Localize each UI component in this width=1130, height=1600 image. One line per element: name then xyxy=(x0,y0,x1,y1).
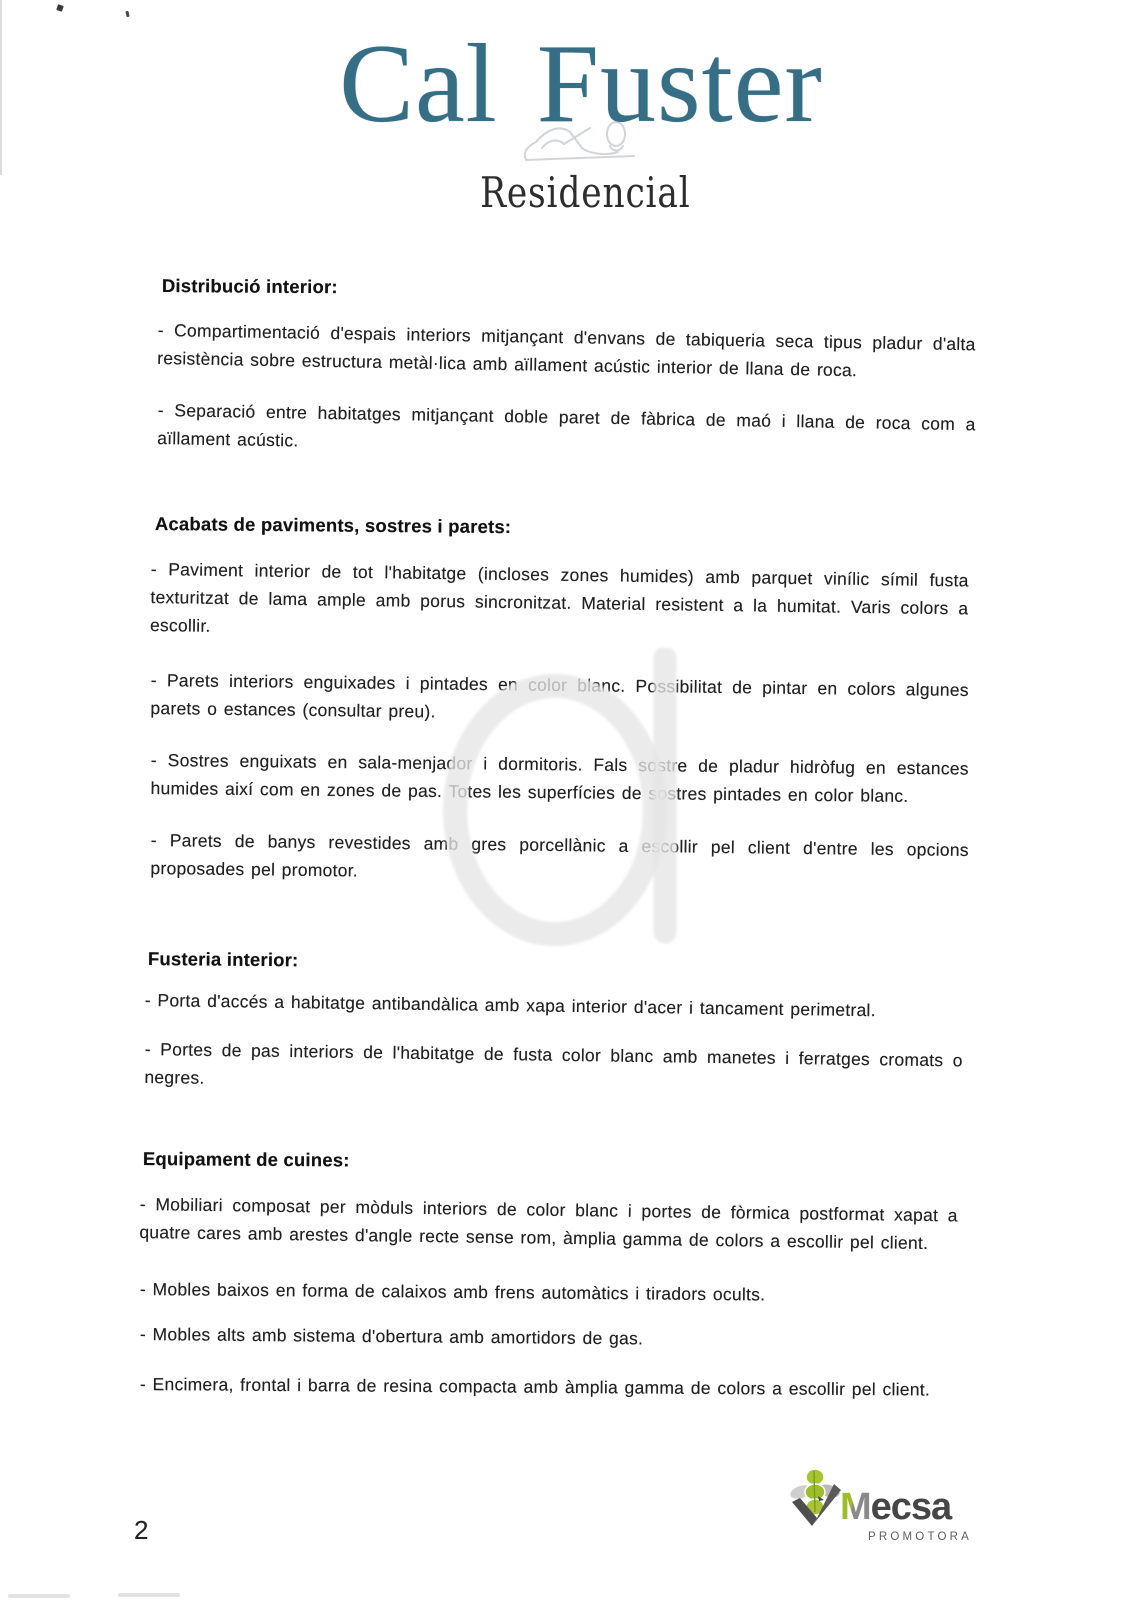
section-heading: Distribució interior: xyxy=(161,274,338,298)
paragraph: - Mobles alts amb sistema d'obertura amb amortidors de gas. xyxy=(139,1323,644,1349)
promoter-wordmark xyxy=(840,1488,951,1526)
promoter-wordmark-rest: ecsa xyxy=(870,1486,952,1528)
paragraph: - Separació entre habitatges mitjançant doble paret de fàbrica de maó i llana de roca com a aïllament acústic. xyxy=(157,399,976,451)
brand-subtitle: Residencial xyxy=(479,168,691,217)
section-fusteria-interior xyxy=(0,945,1130,1091)
paragraph: - Mobiliari composat per mòduls interiors de color blanc i portes de fòrmica postformat xapat a quatre cares amb arestes d'angle recte sense rom, àmplia gamma de colors a escollir pel client. xyxy=(139,1193,958,1254)
paragraph: - Paviment interior de tot l'habitatge (incloses zones humides) amb parquet vinílic símil fusta texturitzat de lama ample amb porus sincronitzat. Material resistent a la humitat. Varis colors a escollir. xyxy=(149,558,969,636)
section-heading: Fusteria interior: xyxy=(147,947,299,971)
section-acabats xyxy=(0,510,1130,882)
section-distribucio-interior xyxy=(0,272,1130,452)
paragraph: - Sostres enguixats en sala-menjador i dormitoris. Fals sostre de pladur hidròfug en estances humides així com en zones de pas. Totes les superfícies de sostres pintades en color blanc. xyxy=(150,749,969,806)
promoter-wordmark-initial: M xyxy=(840,1486,871,1528)
paragraph: - Portes de pas interiors de l'habitatge de fusta color blanc amb manetes i ferratges cromats o negres. xyxy=(144,1038,963,1088)
paragraph: - Compartimentació d'espais interiors mitjançant d'envans de tabiqueria seca tipus pladur d'alta resistència sobre estructura metàl·lica amb aïllament acústic interior de llana de roca. xyxy=(157,319,976,381)
paragraph: - Parets de banys revestides amb gres porcellànic a escollir pel client d'entre les opcions proposades pel promotor. xyxy=(150,829,969,881)
scan-smudge xyxy=(118,1593,180,1597)
page-number: 2 xyxy=(134,1515,149,1545)
section-heading: Acabats de paviments, sostres i parets: xyxy=(154,512,512,538)
brand-title: Cal Fuster xyxy=(339,22,823,146)
promoter-logo xyxy=(770,1452,1000,1552)
paragraph: - Parets interiors enguixades i pintades en color blanc. Possibilitat de pintar en colors algunes parets o estances (consultar preu). xyxy=(150,669,969,722)
paragraph: - Mobles baixos en forma de calaixos amb frens automàtics i tiradors ocults. xyxy=(139,1278,766,1305)
leaf-stack-checkmark-icon xyxy=(788,1466,842,1537)
paragraph: - Encimera, frontal i barra de resina compacta amb àmplia gamma de colors a escollir pel client. xyxy=(139,1373,931,1400)
promoter-tagline: PROMOTORA xyxy=(868,1531,972,1543)
paragraph: - Porta d'accés a habitatge antibandàlica amb xapa interior d'acer i tancament perimetral. xyxy=(144,989,876,1021)
scan-smudge xyxy=(8,1594,70,1598)
section-equipament-cuines xyxy=(0,1145,1130,1398)
section-heading: Equipament de cuines: xyxy=(142,1147,350,1171)
